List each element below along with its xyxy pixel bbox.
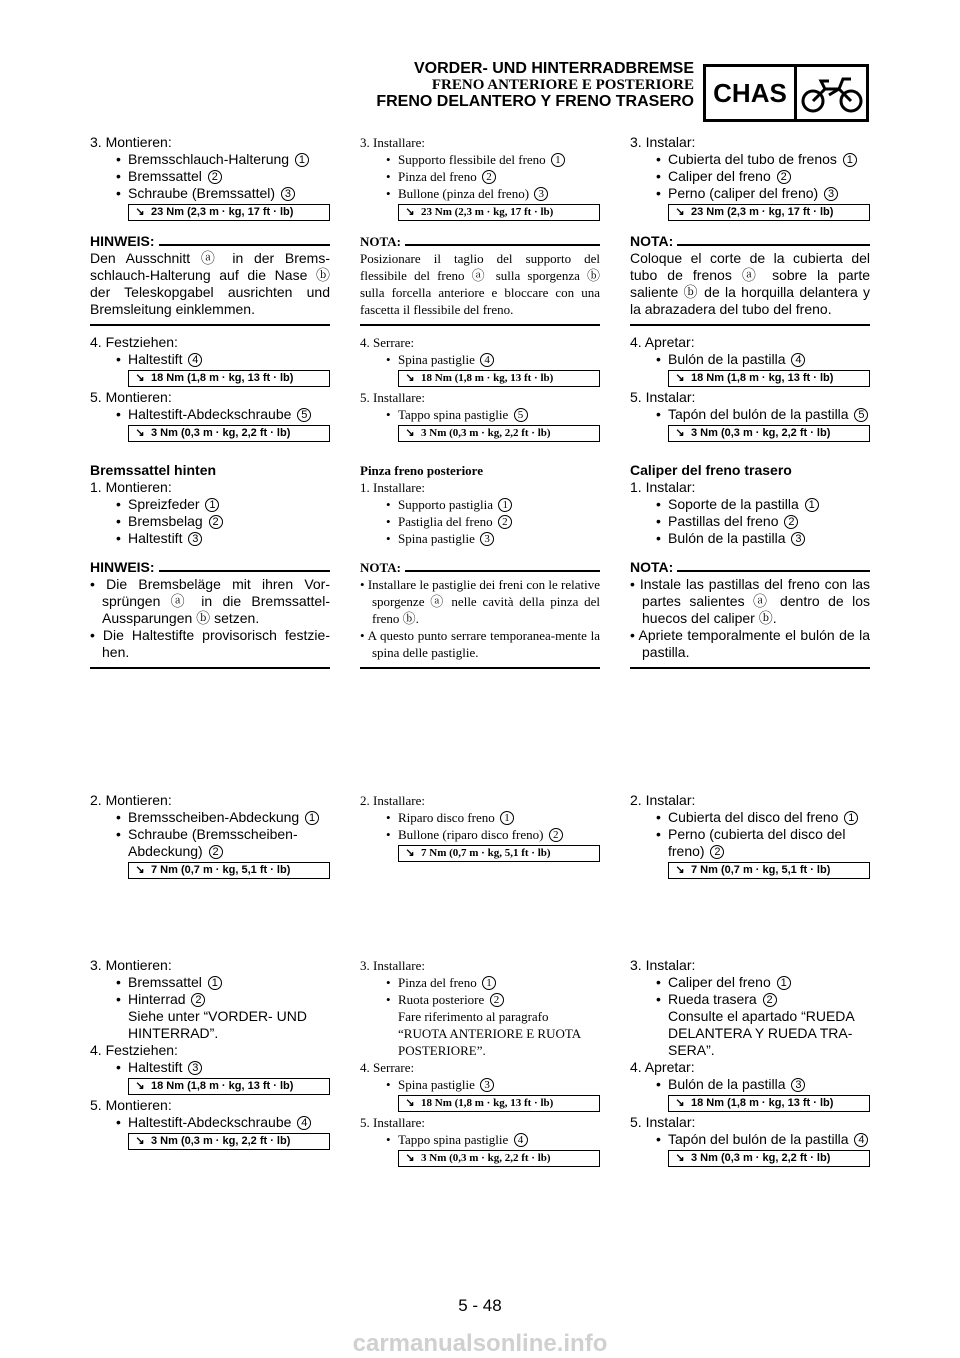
- step-label: 1. Instalar:: [630, 479, 696, 495]
- list-item: • Ruota posteriore 2: [360, 991, 600, 1008]
- note-heading: NOTA:: [630, 233, 870, 250]
- step-label: 3. Montieren:: [90, 134, 172, 150]
- column-it-block1: [360, 134, 600, 444]
- step-label: 2. Instalar:: [630, 792, 696, 808]
- list-item: • Cubierta del tubo de frenos 1: [630, 151, 870, 168]
- step-label: 5. Montieren:: [90, 1097, 172, 1113]
- list-item: • Tappo spina pastiglie 4: [360, 1131, 600, 1148]
- torque-spec: ↘ 18 Nm (1,8 m · kg, 13 ft · lb): [128, 1078, 330, 1095]
- note-heading: NOTA:: [360, 559, 600, 576]
- list-item: • Spreizfeder 1: [90, 496, 330, 513]
- list-item: • Haltestift 3: [90, 530, 330, 547]
- step-label: 1. Montieren:: [90, 479, 172, 495]
- note-bullet: • Instale las pastillas del freno con las partes salientes ⓐ dentro de los huecos del caliper ⓑ.: [630, 576, 871, 626]
- list-item: • Bullone (riparo disco freno) 2: [360, 826, 600, 843]
- list-item: • Haltestift-Abdeckschraube 4: [90, 1114, 330, 1131]
- note-heading: HINWEIS:: [90, 233, 330, 250]
- list-item: • Rueda trasera 2: [630, 991, 870, 1008]
- list-item: • Bulón de la pastilla 3: [630, 1076, 870, 1093]
- note-heading: NOTA:: [630, 559, 870, 576]
- wrench-icon: ↘: [405, 372, 415, 384]
- step-label: 4. Apretar:: [630, 1059, 695, 1075]
- note-text: Den Ausschnitt ⓐ in der Brems-schlauch-Halterung auf die Nase ⓑ der Teleskopgabel ausrichten und Bremsleitung einklemmen.: [90, 250, 330, 317]
- step-label: 5. Instalar:: [630, 1114, 696, 1130]
- torque-spec: ↘ 18 Nm (1,8 m · kg, 13 ft · lb): [128, 370, 330, 387]
- torque-spec: ↘ 18 Nm (1,8 m · kg, 13 ft · lb): [398, 1095, 600, 1112]
- wrench-icon: ↘: [405, 1097, 415, 1109]
- header-titles: [376, 60, 694, 110]
- wrench-icon: ↘: [675, 1152, 685, 1164]
- step-label: 4. Serrare:: [360, 335, 415, 350]
- list-item: • Schraube (Bremsscheiben-Abdeckung) 2: [90, 826, 330, 860]
- wrench-icon: ↘: [135, 427, 145, 439]
- torque-spec: ↘ 23 Nm (2,3 m · kg, 17 ft · lb): [668, 204, 870, 221]
- list-item: • Cubierta del disco del freno 1: [630, 809, 870, 826]
- step-label: 3. Montieren:: [90, 957, 172, 973]
- list-item: • Pinza del freno 2: [360, 168, 600, 185]
- wrench-icon: ↘: [675, 1097, 685, 1109]
- section-badge: [703, 64, 869, 122]
- reference-text: Fare riferimento al paragrafo “RUOTA ANTERIORE E RUOTA POSTERIORE”.: [398, 1009, 581, 1058]
- wrench-icon: ↘: [135, 206, 145, 218]
- list-item: • Tapón del bulón de la pastilla 5: [630, 406, 870, 423]
- list-item: • Pastillas del freno 2: [630, 513, 870, 530]
- step-label: 2. Montieren:: [90, 792, 172, 808]
- page-header: [0, 0, 960, 120]
- step-label: 4. Serrare:: [360, 1060, 415, 1075]
- step-label: 4. Apretar:: [630, 334, 695, 350]
- list-item: • Bremsbelag 2: [90, 513, 330, 530]
- torque-spec: ↘ 18 Nm (1,8 m · kg, 13 ft · lb): [668, 1095, 870, 1112]
- list-item: • Perno (cubierta del disco del freno) 2: [630, 826, 870, 860]
- list-item: • Caliper del freno 1: [630, 974, 870, 991]
- title-de: VORDER- UND HINTERRADBREMSE: [413, 60, 694, 77]
- list-item: • Perno (caliper del freno) 3: [630, 185, 870, 202]
- title-it: FRENO ANTERIORE E POSTERIORE: [431, 77, 694, 93]
- note-bullet: • A questo punto serrare temporanea-mente la spina delle pastiglie.: [360, 628, 601, 660]
- torque-spec: ↘ 7 Nm (0,7 m · kg, 5,1 ft · lb): [668, 862, 870, 879]
- note-heading: HINWEIS:: [90, 559, 330, 576]
- section-title: Bremssattel hinten: [90, 462, 217, 478]
- list-item: • Bulón de la pastilla 3: [630, 530, 870, 547]
- column-es-block3: [630, 792, 870, 881]
- step-label: 1. Installare:: [360, 480, 425, 495]
- wrench-icon: ↘: [405, 1152, 415, 1164]
- list-item: • Riparo disco freno 1: [360, 809, 600, 826]
- torque-spec: ↘ 3 Nm (0,3 m · kg, 2,2 ft · lb): [668, 1150, 870, 1167]
- note-bullet: • Die Bremsbeläge mit ihren Vor-sprüngen ⓐ in die Bremssattel-Aussparungen ⓑ setzen.: [90, 576, 331, 626]
- list-item: • Supporto pastiglia 1: [360, 496, 600, 513]
- list-item: • Bulón de la pastilla 4: [630, 351, 870, 368]
- list-item: • Schraube (Bremssattel) 3: [90, 185, 330, 202]
- reference-text: Consulte el apartado “RUEDA DELANTERA Y RUEDA TRA-SERA”.: [668, 1008, 854, 1058]
- list-item: • Spina pastiglie 3: [360, 1076, 600, 1093]
- list-item: • Haltestift-Abdeckschraube 5: [90, 406, 330, 423]
- torque-spec: ↘ 3 Nm (0,3 m · kg, 2,2 ft · lb): [398, 1150, 600, 1167]
- page-number: 5 - 48: [458, 1296, 502, 1315]
- note-text: Coloque el corte de la cubierta del tubo de frenos ⓐ sobre la parte saliente ⓑ de la horquilla delantera y la abrazadera del tubo del freno.: [630, 250, 870, 317]
- list-item: • Bremssattel 1: [90, 974, 330, 991]
- note-bullet: • Installare le pastiglie dei freni con le relative sporgenze ⓐ nelle cavità della pinza del freno ⓑ.: [360, 577, 600, 626]
- torque-spec: ↘ 3 Nm (0,3 m · kg, 2,2 ft · lb): [128, 1133, 330, 1150]
- torque-spec: ↘ 18 Nm (1,8 m · kg, 13 ft · lb): [668, 370, 870, 387]
- list-item: • Haltestift 3: [90, 1059, 330, 1076]
- list-item: • Spina pastiglie 4: [360, 351, 600, 368]
- wrench-icon: ↘: [675, 864, 685, 876]
- step-label: 5. Installare:: [360, 390, 425, 405]
- step-label: 5. Montieren:: [90, 389, 172, 405]
- torque-spec: ↘ 23 Nm (2,3 m · kg, 17 ft · lb): [398, 204, 600, 221]
- column-it-block3: [360, 792, 600, 864]
- step-label: 5. Instalar:: [630, 389, 696, 405]
- list-item: • Hinterrad 2: [90, 991, 330, 1008]
- list-item: • Bullone (pinza del freno) 3: [360, 185, 600, 202]
- reference-text: Siehe unter “VORDER- UND HINTERRAD”.: [128, 1008, 307, 1041]
- step-label: 2. Installare:: [360, 793, 425, 808]
- list-item: • Supporto flessibile del freno 1: [360, 151, 600, 168]
- step-label: 3. Instalar:: [630, 957, 696, 973]
- torque-spec: ↘ 3 Nm (0,3 m · kg, 2,2 ft · lb): [398, 425, 600, 442]
- wrench-icon: ↘: [135, 1080, 145, 1092]
- section-label: CHAS: [706, 67, 797, 119]
- torque-spec: ↘ 23 Nm (2,3 m · kg, 17 ft · lb): [128, 204, 330, 221]
- column-de-block1: [90, 134, 330, 444]
- list-item: • Tapón del bulón de la pastilla 4: [630, 1131, 870, 1148]
- wrench-icon: ↘: [675, 206, 685, 218]
- wrench-icon: ↘: [405, 847, 415, 859]
- list-item: • Caliper del freno 2: [630, 168, 870, 185]
- step-label: 3. Installare:: [360, 135, 425, 150]
- wrench-icon: ↘: [135, 1135, 145, 1147]
- list-item: • Spina pastiglie 3: [360, 530, 600, 547]
- list-item: • Bremsschlauch-Halterung 1: [90, 151, 330, 168]
- step-label: 4. Festziehen:: [90, 334, 178, 350]
- torque-spec: ↘ 18 Nm (1,8 m · kg, 13 ft · lb): [398, 370, 600, 387]
- wrench-icon: ↘: [135, 864, 145, 876]
- list-item: • Soporte de la pastilla 1: [630, 496, 870, 513]
- footer-watermark: carmanualsonline.info: [352, 1330, 608, 1357]
- step-label: 3. Installare:: [360, 958, 425, 973]
- title-es: FRENO DELANTERO Y FRENO TRASERO: [376, 93, 694, 110]
- wrench-icon: ↘: [405, 427, 415, 439]
- note-text: Posizionare il taglio del supporto del flessibile del freno ⓐ sulla sporgenza ⓑ sulla forcella anteriore e bloccare con una fascetta il flessibile del freno.: [360, 251, 600, 317]
- list-item: • Pinza del freno 1: [360, 974, 600, 991]
- column-it-block2: [360, 462, 600, 677]
- column-de-block2: [90, 462, 330, 677]
- step-label: 4. Festziehen:: [90, 1042, 178, 1058]
- list-item: • Tappo spina pastiglie 5: [360, 406, 600, 423]
- section-title: Caliper del freno trasero: [630, 462, 792, 478]
- section-title: Pinza freno posteriore: [360, 463, 483, 478]
- column-de-block3: [90, 792, 330, 881]
- wrench-icon: ↘: [675, 427, 685, 439]
- wrench-icon: ↘: [405, 206, 415, 218]
- column-es-block1: [630, 134, 870, 444]
- note-bullet: • Apriete temporalmente el bulón de la pastilla.: [630, 627, 870, 660]
- torque-spec: ↘ 7 Nm (0,7 m · kg, 5,1 ft · lb): [128, 862, 330, 879]
- note-bullet: • Die Haltestifte provisorisch festzie-hen.: [90, 627, 330, 660]
- list-item: • Bremsscheiben-Abdeckung 1: [90, 809, 330, 826]
- column-it-block4: [360, 957, 600, 1169]
- list-item: • Bremssattel 2: [90, 168, 330, 185]
- torque-spec: ↘ 7 Nm (0,7 m · kg, 5,1 ft · lb): [398, 845, 600, 862]
- column-es-block2: [630, 462, 870, 677]
- wrench-icon: ↘: [675, 372, 685, 384]
- note-heading: NOTA:: [360, 233, 600, 250]
- motorcycle-icon: [797, 67, 866, 119]
- step-label: 3. Instalar:: [630, 134, 696, 150]
- column-de-block4: [90, 957, 330, 1152]
- torque-spec: ↘ 3 Nm (0,3 m · kg, 2,2 ft · lb): [128, 425, 330, 442]
- torque-spec: ↘ 3 Nm (0,3 m · kg, 2,2 ft · lb): [668, 425, 870, 442]
- column-es-block4: [630, 957, 870, 1169]
- wrench-icon: ↘: [135, 372, 145, 384]
- step-label: 5. Installare:: [360, 1115, 425, 1130]
- list-item: • Pastiglia del freno 2: [360, 513, 600, 530]
- list-item: • Haltestift 4: [90, 351, 330, 368]
